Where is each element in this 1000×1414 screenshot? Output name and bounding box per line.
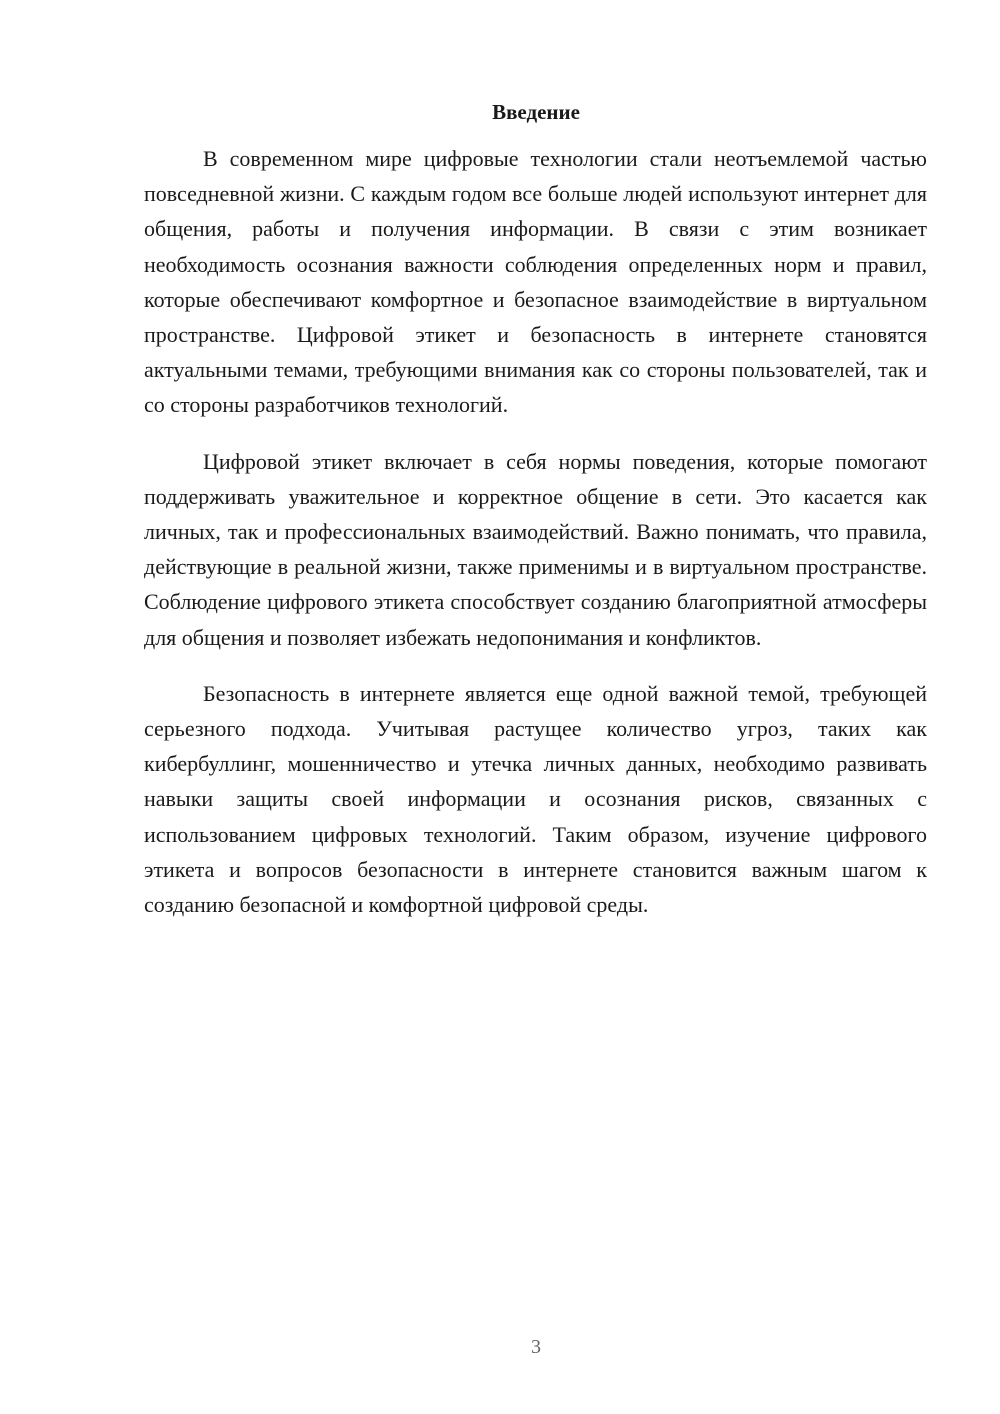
paragraph-3: Безопасность в интернете является еще одной важной темой, требующей серьезного подхода. Учитывая растущее количество угроз, таких как кибербуллинг, мошенничество и утечка личных данных, необходимо развивать навыки защиты своей информации и осознания рисков, связанных с использованием цифровых технологий. Таким образом, изучение цифрового этикета и вопросов безопасности в интернете становится важным шагом к созданию безопасной и комфортной цифровой среды. bbox=[144, 680, 927, 918]
paragraph-2: Цифровой этикет включает в себя нормы поведения, которые помогают поддерживать уважительное и корректное общение в сети. Это касается как личных, так и профессиональных взаимодействий. Важно понимать, что правила, действующие в реальной жизни, также применимы и в виртуальном пространстве. Соблюдение цифрового этикета способствует созданию благоприятной атмосферы для общения и позволяет избежать недопонимания и конфликтов. bbox=[144, 448, 927, 650]
paragraph-1: В современном мире цифровые технологии стали неотъемлемой частью повседневной жизни. С каждым годом все больше людей используют интернет для общения, работы и получения информации. В связи с этим возникает необходимость осознания важности соблюдения определенных норм и правил, которые обеспечивают комфортное и безопасное взаимодействие в виртуальном пространстве. Цифровой этикет и безопасность в интернете становятся актуальными темами, требующими внимания как со стороны пользователей, так и со стороны разработчиков технологий. bbox=[144, 146, 927, 418]
body-text bbox=[144, 141, 927, 943]
section-heading: Введение bbox=[492, 100, 580, 124]
page-number: 3 bbox=[531, 1336, 541, 1358]
